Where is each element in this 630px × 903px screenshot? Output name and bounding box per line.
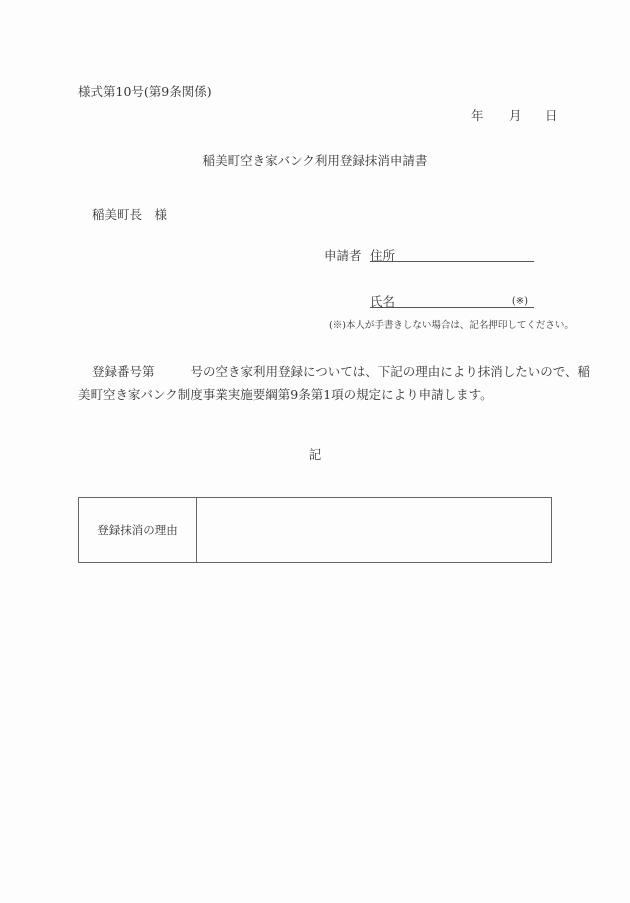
form-number: 様式第10号(第9条関係) [78,84,212,99]
ki-heading: 記 [308,447,322,462]
seal-mark: (※) [511,296,528,307]
document-title: 稲美町空き家バンク利用登録抹消申請書 [202,153,428,168]
reason-table [78,497,552,563]
date-year-label: 年 [471,108,484,123]
address-label: 住所 [370,248,396,263]
body-line-1 [92,362,590,380]
body-line-1-suffix: 号の空き家利用登録については、下記の理由により抹消したいので、稲 [190,364,591,379]
name-label: 氏名 [370,294,396,309]
addressee: 稲美町長 様 [92,207,168,222]
name-field[interactable] [370,292,534,308]
address-field[interactable] [370,246,534,262]
date-day-label: 日 [545,108,558,123]
reason-label: 登録抹消の理由 [97,523,178,537]
seal-note: (※)本人が手書きしない場合は、記名押印してください。 [329,320,574,331]
applicant-label: 申請者 [324,248,362,263]
date-month-label: 月 [509,108,522,123]
reason-label-cell [79,498,197,562]
body-line-2: 美町空き家バンク制度事業実施要綱第9条第1項の規定により申請します。 [78,387,493,402]
reason-input-cell[interactable] [197,498,551,562]
date-row [471,106,558,124]
registration-prefix: 登録番号第 [92,364,155,379]
